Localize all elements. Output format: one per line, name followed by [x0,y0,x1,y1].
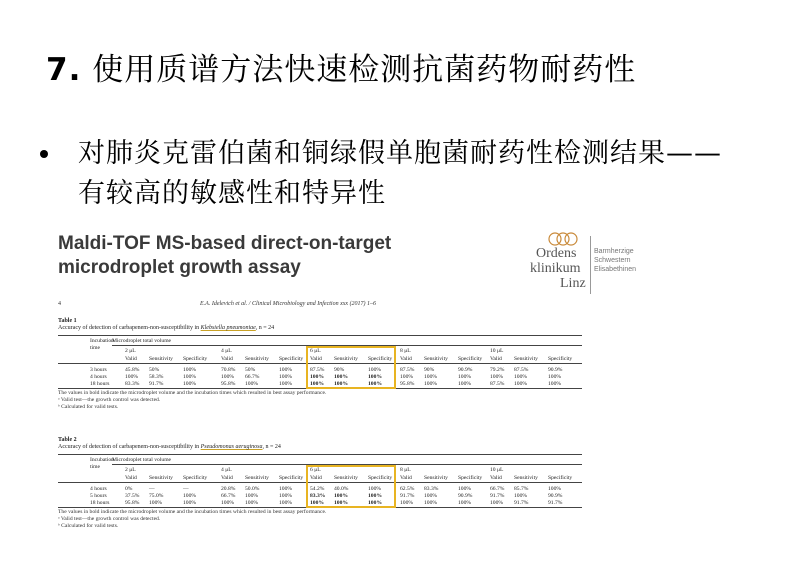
table-cell: 95.8% [221,381,236,387]
table-caption: Accuracy of detection of carbapenem-non-susceptibility in Klebsiella pneumoniae, n = 24 [58,325,275,331]
table-cell: 100% [368,374,382,380]
table-cell: 100% [424,374,438,380]
table-organism: Pseudomonas aeruginosa [200,444,263,450]
row-time: 4 hours [90,374,107,380]
table-cell: 100% [183,500,197,506]
volume-header: 2 μL [125,348,136,354]
subcolumn-header: Valid [310,356,322,362]
subcolumn-header: Valid [400,356,412,362]
table-cell: 100% [221,374,235,380]
row-time: 3 hours [90,367,107,373]
volume-header: 2 μL [125,467,136,473]
header-incubation-time: Incubation [90,457,114,463]
table-cell: 66.7% [245,374,260,380]
table-cell: 91.7% [400,493,415,499]
table-cell: 100% [334,500,348,506]
table-cell: 83.3% [310,493,326,499]
table-footnote: ᵇ Calculated for valid tests. [58,404,119,410]
table-cell: 100% [458,381,472,387]
table-cell: 100% [514,493,528,499]
subcolumn-header: Sensitivity [424,475,448,481]
subcolumn-header: Sensitivity [334,356,358,362]
table-cell: 100% [279,500,293,506]
row-time: 4 hours [90,486,107,492]
table-cell: 100% [400,500,414,506]
table-cell: 100% [245,493,259,499]
table-footnote: ᵇ Calculated for valid tests. [58,523,119,529]
table-organism: Klebsiella pneumoniae [200,325,256,331]
table-cell: 100% [183,493,197,499]
table-cell: 40.0% [334,486,349,492]
table-cell: 100% [245,500,259,506]
table-cell: 100% [183,374,197,380]
table-cell: 100% [490,500,504,506]
table-cell: 90.9% [548,493,563,499]
table-cell: 100% [458,374,472,380]
table-cell: 100% [334,374,348,380]
hospital-logo [530,230,665,300]
logo-name-line2: klinikum [530,261,581,276]
subcolumn-header: Sensitivity [424,356,448,362]
volume-header: 8 μL [400,348,411,354]
table-cell: 75.0% [149,493,164,499]
table-cell: 70.8% [221,367,236,373]
table-cell: 95.8% [125,500,140,506]
subcolumn-header: Sensitivity [245,475,269,481]
table-cell: 85.7% [514,486,529,492]
highlight-6ul-column [306,465,396,508]
table-cell: 100% [548,486,562,492]
slide-number: 7. [46,52,82,88]
table-cell: 90% [424,367,435,373]
subcolumn-header: Specificity [183,475,208,481]
table-cell: 100% [458,486,472,492]
table-cell: 100% [548,374,562,380]
table-cell: 90.9% [548,367,563,373]
subcolumn-header: Specificity [458,475,483,481]
volume-header: 10 μL [490,467,504,473]
table-label: Table 1 [58,318,77,324]
header-volume: Microdroplet total volume [112,338,172,344]
row-time: 18 hours [90,500,110,506]
table-cell: 100% [279,381,293,387]
table-cell: 100% [368,493,382,499]
row-time: 18 hours [90,381,110,387]
volume-header: 4 μL [221,467,232,473]
table-cell: 87.5% [310,367,325,373]
subcolumn-header: Sensitivity [334,475,358,481]
table-cell: 90.9% [458,493,473,499]
volume-header: 8 μL [400,467,411,473]
table-cell: 100% [125,374,139,380]
table-rule-top [58,454,582,455]
table-cell: 100% [514,374,528,380]
volume-header: 6 μL [310,348,321,354]
table-cell: — [149,486,155,492]
table-cell: 100% [183,367,197,373]
journal-page-number: 4 [58,301,61,307]
subcolumn-header: Sensitivity [149,475,173,481]
highlight-6ul-column [306,346,396,389]
table-footnote: ᵃ Valid test—the growth control was detected. [58,516,161,522]
subcolumn-header: Valid [221,356,233,362]
table-cell: 90.9% [458,367,473,373]
table-cell: — [183,486,189,492]
subcolumn-header: Valid [125,475,137,481]
subcolumn-header: Specificity [548,475,573,481]
subcolumn-header: Specificity [548,356,573,362]
table-cell: 20.8% [221,486,236,492]
subcolumn-header: Sensitivity [245,356,269,362]
logo-sub-line2: Schwestern [594,257,631,264]
table-cell: 100% [400,374,414,380]
table-rule-top [58,335,582,336]
table-cell: 100% [424,381,438,387]
table-cell: 100% [368,381,382,387]
subcolumn-header: Sensitivity [514,475,538,481]
subcolumn-header: Valid [310,475,322,481]
table-cell: 79.2% [490,367,505,373]
table-cell: 100% [334,381,348,387]
table-cell: 91.7% [490,493,505,499]
subcolumn-header: Valid [221,475,233,481]
table-cell: 66.7% [490,486,505,492]
volume-header: 6 μL [310,467,321,473]
table-cell: 100% [279,374,293,380]
table-cell: 58.3% [149,374,164,380]
table-cell: 100% [424,493,438,499]
table-cell: 100% [245,381,259,387]
header-incubation-time: Incubation [90,338,114,344]
table-cell: 100% [458,500,472,506]
table-cell: 100% [334,493,348,499]
table-caption: Accuracy of detection of carbapenem-non-susceptibility in Pseudomonas aeruginosa, n = 24 [58,444,281,450]
table-cell: 100% [424,500,438,506]
table-cell: 54.2% [310,486,325,492]
table-cell: 100% [221,500,235,506]
logo-sub-line1: Barmherzige [594,248,634,255]
header-incubation-time-2: time [90,464,100,470]
table-cell: 100% [368,486,382,492]
table-cell: 100% [490,374,504,380]
table-cell: 45.8% [125,367,140,373]
table-cell: 87.5% [400,367,415,373]
table-cell: 100% [310,500,324,506]
bullet-dot [40,150,48,158]
volume-header: 10 μL [490,348,504,354]
figure-heading: Maldi-TOF MS-based direct-on-target microdroplet growth assay [58,233,392,278]
table-cell: 50% [245,367,256,373]
table-cell: 50.0% [245,486,260,492]
subcolumn-header: Valid [125,356,137,362]
table-cell: 100% [310,374,324,380]
subcolumn-header: Specificity [183,356,208,362]
subcolumn-header: Specificity [279,356,304,362]
table-cell: 91.7% [514,500,529,506]
table-cell: 87.5% [514,367,529,373]
header-incubation-time-2: time [90,345,100,351]
logo-name-line1: Ordens [536,246,577,261]
table-cell: 100% [279,367,293,373]
table-cell: 37.5% [125,493,140,499]
table-cell: 100% [279,486,293,492]
subcolumn-header: Valid [490,475,502,481]
table-footnote: The values in bold indicate the microdroplet volume and the incubation times which resulted in best assay performance. [58,509,327,515]
table-cell: 100% [310,381,324,387]
subcolumn-header: Specificity [458,356,483,362]
table-cell: 87.5% [490,381,505,387]
logo-name-line3: Linz [560,276,586,291]
table-cell: 91.7% [548,500,563,506]
table-cell: 0% [125,486,133,492]
table-cell: 100% [279,493,293,499]
table-cell: 100% [548,381,562,387]
table-cell: 50% [149,367,160,373]
table-cell: 62.5% [400,486,415,492]
table-cell: 90% [334,367,345,373]
volume-header: 4 μL [221,348,232,354]
table-footnote: The values in bold indicate the microdroplet volume and the incubation times which resulted in best assay performance. [58,390,327,396]
header-volume: Microdroplet total volume [112,457,172,463]
subcolumn-header: Sensitivity [514,356,538,362]
table-cell: 100% [183,381,197,387]
subcolumn-header: Specificity [368,356,393,362]
journal-reference: E.A. Idelevich et al. / Clinical Microbiology and Infection xxx (2017) 1–6 [200,301,377,307]
row-time: 5 hours [90,493,107,499]
table-cell: 66.7% [221,493,236,499]
table-footnote: ᵃ Valid test—the growth control was detected. [58,397,161,403]
figure-bottom-fade [40,560,600,570]
subcolumn-header: Specificity [279,475,304,481]
subcolumn-header: Valid [400,475,412,481]
table-cell: 100% [368,500,382,506]
logo-sub-line3: Elisabethinen [594,266,637,273]
slide-title [46,44,636,89]
table-cell: 91.7% [149,381,164,387]
table-cell: 95.8% [400,381,415,387]
bullet-text: 对肺炎克雷伯菌和铜绿假单胞菌耐药性检测结果——有较高的敏感性和特异性 [78,138,722,209]
subcolumn-header: Sensitivity [149,356,173,362]
table-cell: 100% [514,381,528,387]
table-cell: 83.3% [125,381,140,387]
slide-title-text: 使用质谱方法快速检测抗菌药物耐药性 [92,52,637,88]
table-cell: 100% [149,500,163,506]
table-cell: 100% [368,367,382,373]
subcolumn-header: Specificity [368,475,393,481]
subcolumn-header: Valid [490,356,502,362]
table-label: Table 2 [58,437,77,443]
table-cell: 83.3% [424,486,439,492]
logo-separator [590,236,591,294]
